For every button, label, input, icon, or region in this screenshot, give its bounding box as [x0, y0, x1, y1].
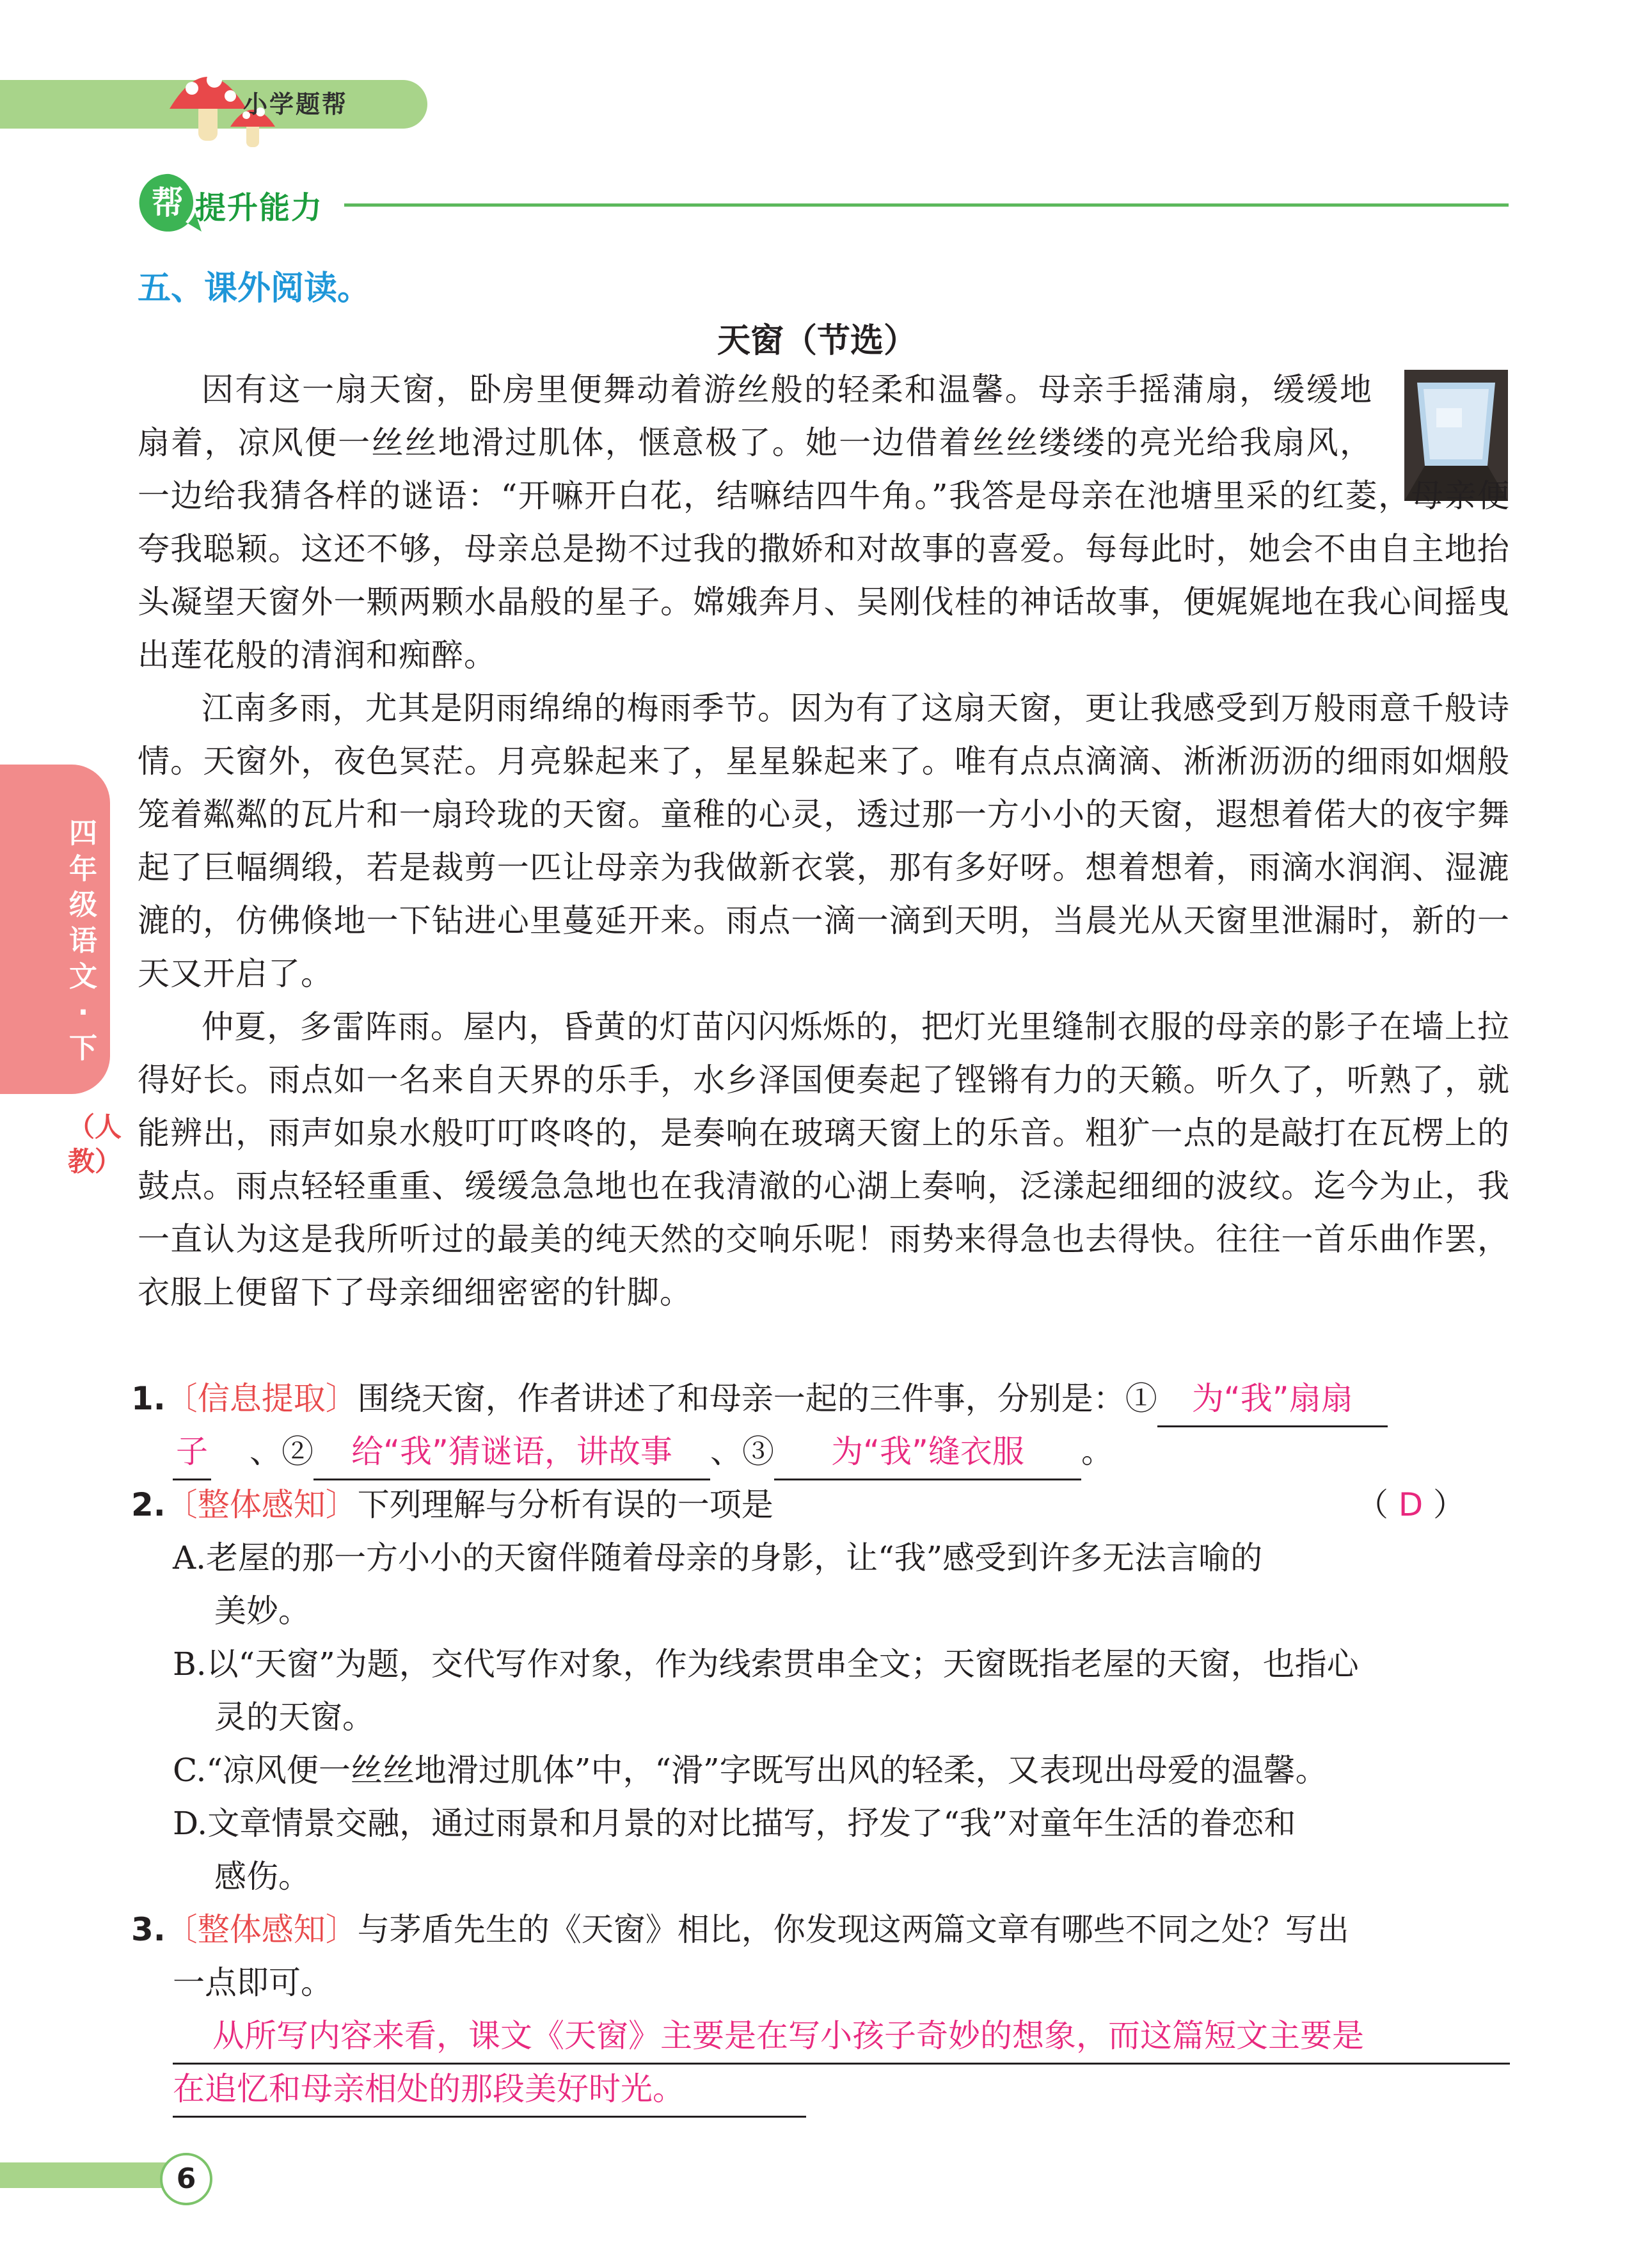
question-stem: 围绕天窗，作者讲述了和母亲一起的三件事，分别是：①	[357, 1380, 1157, 1417]
article-title: 天窗（节选）	[717, 322, 917, 360]
option-text: 以“天窗”为题，交代写作对象，作为线索贯串全文；天窗既指老屋的天窗，也指心	[206, 1645, 1359, 1683]
article-paragraph-1: 因有这一扇天窗，卧房里便舞动着游丝般的轻柔和温馨。母亲手摇蒲扇，缓缓地扇着，凉风便一丝丝地滑过肌体，惬意极了。她一边借着丝丝缕缕的亮光给我扇风，一边给我猜各样的谜语：“开嘛开白花，结嘛结四牛角。”我答是母亲在池塘里采的红菱，母亲便夸我聪颖。这还不够，母亲总是拗不过我的撒娇和对故事的喜爱。每每此时，她会不由自主地抬头凝望天窗外一颗两颗水晶般的星子。嫦娥奔月、吴刚伐桂的神话故事，便娓娓地在我心间摇曳出莲花般的清润和痴醉。	[138, 371, 1510, 674]
section-divider	[344, 203, 1509, 207]
option-b	[173, 1638, 1359, 1691]
answer-blank-3[interactable]: 为“我”缝衣服	[774, 1425, 1081, 1480]
option-d	[173, 1797, 1296, 1850]
question-1	[131, 1372, 1388, 1427]
question-3	[131, 1903, 1349, 1956]
option-a-continued: 美妙。	[214, 1592, 310, 1630]
question-tag: 〔整体感知〕	[165, 1911, 358, 1948]
option-a	[173, 1532, 1262, 1585]
bracket-open: （	[1356, 1486, 1388, 1523]
option-text: 文章情景交融，通过雨景和月景的对比描写，抒发了“我”对童年生活的眷恋和	[207, 1805, 1296, 1842]
side-edition-label: （人教）	[68, 1111, 122, 1177]
question-tag: 〔信息提取〕	[165, 1380, 358, 1417]
question-number: 3.	[131, 1911, 166, 1948]
footer-bar	[0, 2162, 179, 2188]
article-paragraph-2: 江南多雨，尤其是阴雨绵绵的梅雨季节。因为有了这扇天窗，更让我感受到万般雨意千般诗情。天窗外，夜色冥茫。月亮躲起来了，星星躲起来了。唯有点点滴滴、淅淅沥沥的细雨如烟般笼着粼粼的瓦片和一扇玲珑的天窗。童稚的心灵，透过那一方小小的天窗，遐想着偌大的夜宇舞起了巨幅绸缎，若是裁剪一匹让母亲为我做新衣裳，那有多好呀。想着想着，雨滴水润润、湿漉漉的，仿佛倏地一下钻进心里蔓延开来。雨点一滴一滴到天明，当晨光从天窗里泄漏时，新的一天又开启了。	[138, 690, 1510, 992]
option-text: “凉风便一丝丝地滑过肌体”中，“滑”字既写出风的轻柔，又表现出母爱的温馨。	[206, 1752, 1328, 1789]
side-grade-label: 四年级语文·下	[69, 817, 97, 1065]
option-label: C.	[173, 1752, 207, 1789]
section-title: 五、课外阅读。	[138, 269, 371, 308]
separator-3: 、③	[710, 1433, 774, 1470]
answer-blank-2[interactable]: 给“我”猜谜语，讲故事	[313, 1425, 710, 1480]
answer-line-2[interactable]	[173, 2063, 806, 2118]
section-badge-char: 帮	[152, 184, 184, 221]
article-paragraph-3: 仲夏，多雷阵雨。屋内，昏黄的灯苗闪闪烁烁的，把灯光里缝制衣服的母亲的影子在墙上拉得好长。雨点如一名来自天界的乐手，水乡泽国便奏起了铿锵有力的天籁。听久了，听熟了，就能辨出，雨声如泉水般叮叮咚咚的，是奏响在玻璃天窗上的乐音。粗犷一点的是敲打在瓦楞上的鼓点。雨点轻轻重重、缓缓急急地也在我清澈的心湖上奏响，泛漾起细细的波纹。迄今为止，我一直认为这是我所听过的最美的纯天然的交响乐呢！雨势来得急也去得快。往往一首乐曲作罢，衣服上便留下了母亲细细密密的针脚。	[138, 1008, 1510, 1311]
section-badge-icon	[134, 168, 205, 238]
option-text: 老屋的那一方小小的天窗伴随着母亲的身影，让“我”感受到许多无法言喻的	[206, 1539, 1263, 1576]
question-number: 2.	[131, 1486, 166, 1523]
question-stem: 下列理解与分析有误的一项是	[357, 1486, 773, 1523]
choice-answer[interactable]: D	[1398, 1486, 1424, 1523]
brand-name: 小学题帮	[243, 90, 349, 118]
question-tag: 〔整体感知〕	[165, 1486, 358, 1523]
bracket-close: ）	[1433, 1486, 1465, 1523]
answer-text-1: 从所写内容来看，课文《天窗》主要是在写小孩子奇妙的想象，而这篇短文主要是	[212, 2017, 1364, 2054]
option-label: D.	[173, 1805, 208, 1842]
option-c	[173, 1744, 1328, 1797]
question-1-continued	[173, 1425, 1113, 1480]
question-stem: 与茅盾先生的《天窗》相比，你发现这两篇文章有哪些不同之处？写出	[357, 1911, 1349, 1948]
answer-text-2: 在追忆和母亲相处的那段美好时光。	[173, 2070, 685, 2107]
question-2	[131, 1479, 773, 1532]
answer-line-1[interactable]	[173, 2010, 1510, 2065]
answer-blank-1a[interactable]: 为“我”扇扇	[1157, 1372, 1388, 1427]
question-1-end: 。	[1081, 1433, 1113, 1470]
section-label: 提升能力	[195, 190, 324, 226]
option-label: B.	[173, 1645, 207, 1683]
page-number: 6	[160, 2153, 212, 2205]
separator-2: 、②	[250, 1433, 313, 1470]
option-b-continued: 灵的天窗。	[214, 1699, 374, 1736]
answer-blank-1b[interactable]: 子	[173, 1425, 211, 1480]
option-d-continued: 感伤。	[214, 1858, 310, 1895]
question-number: 1.	[131, 1380, 166, 1417]
answer-bracket	[1356, 1479, 1465, 1532]
option-label: A.	[173, 1539, 207, 1576]
question-3-continued: 一点即可。	[173, 1964, 333, 2001]
